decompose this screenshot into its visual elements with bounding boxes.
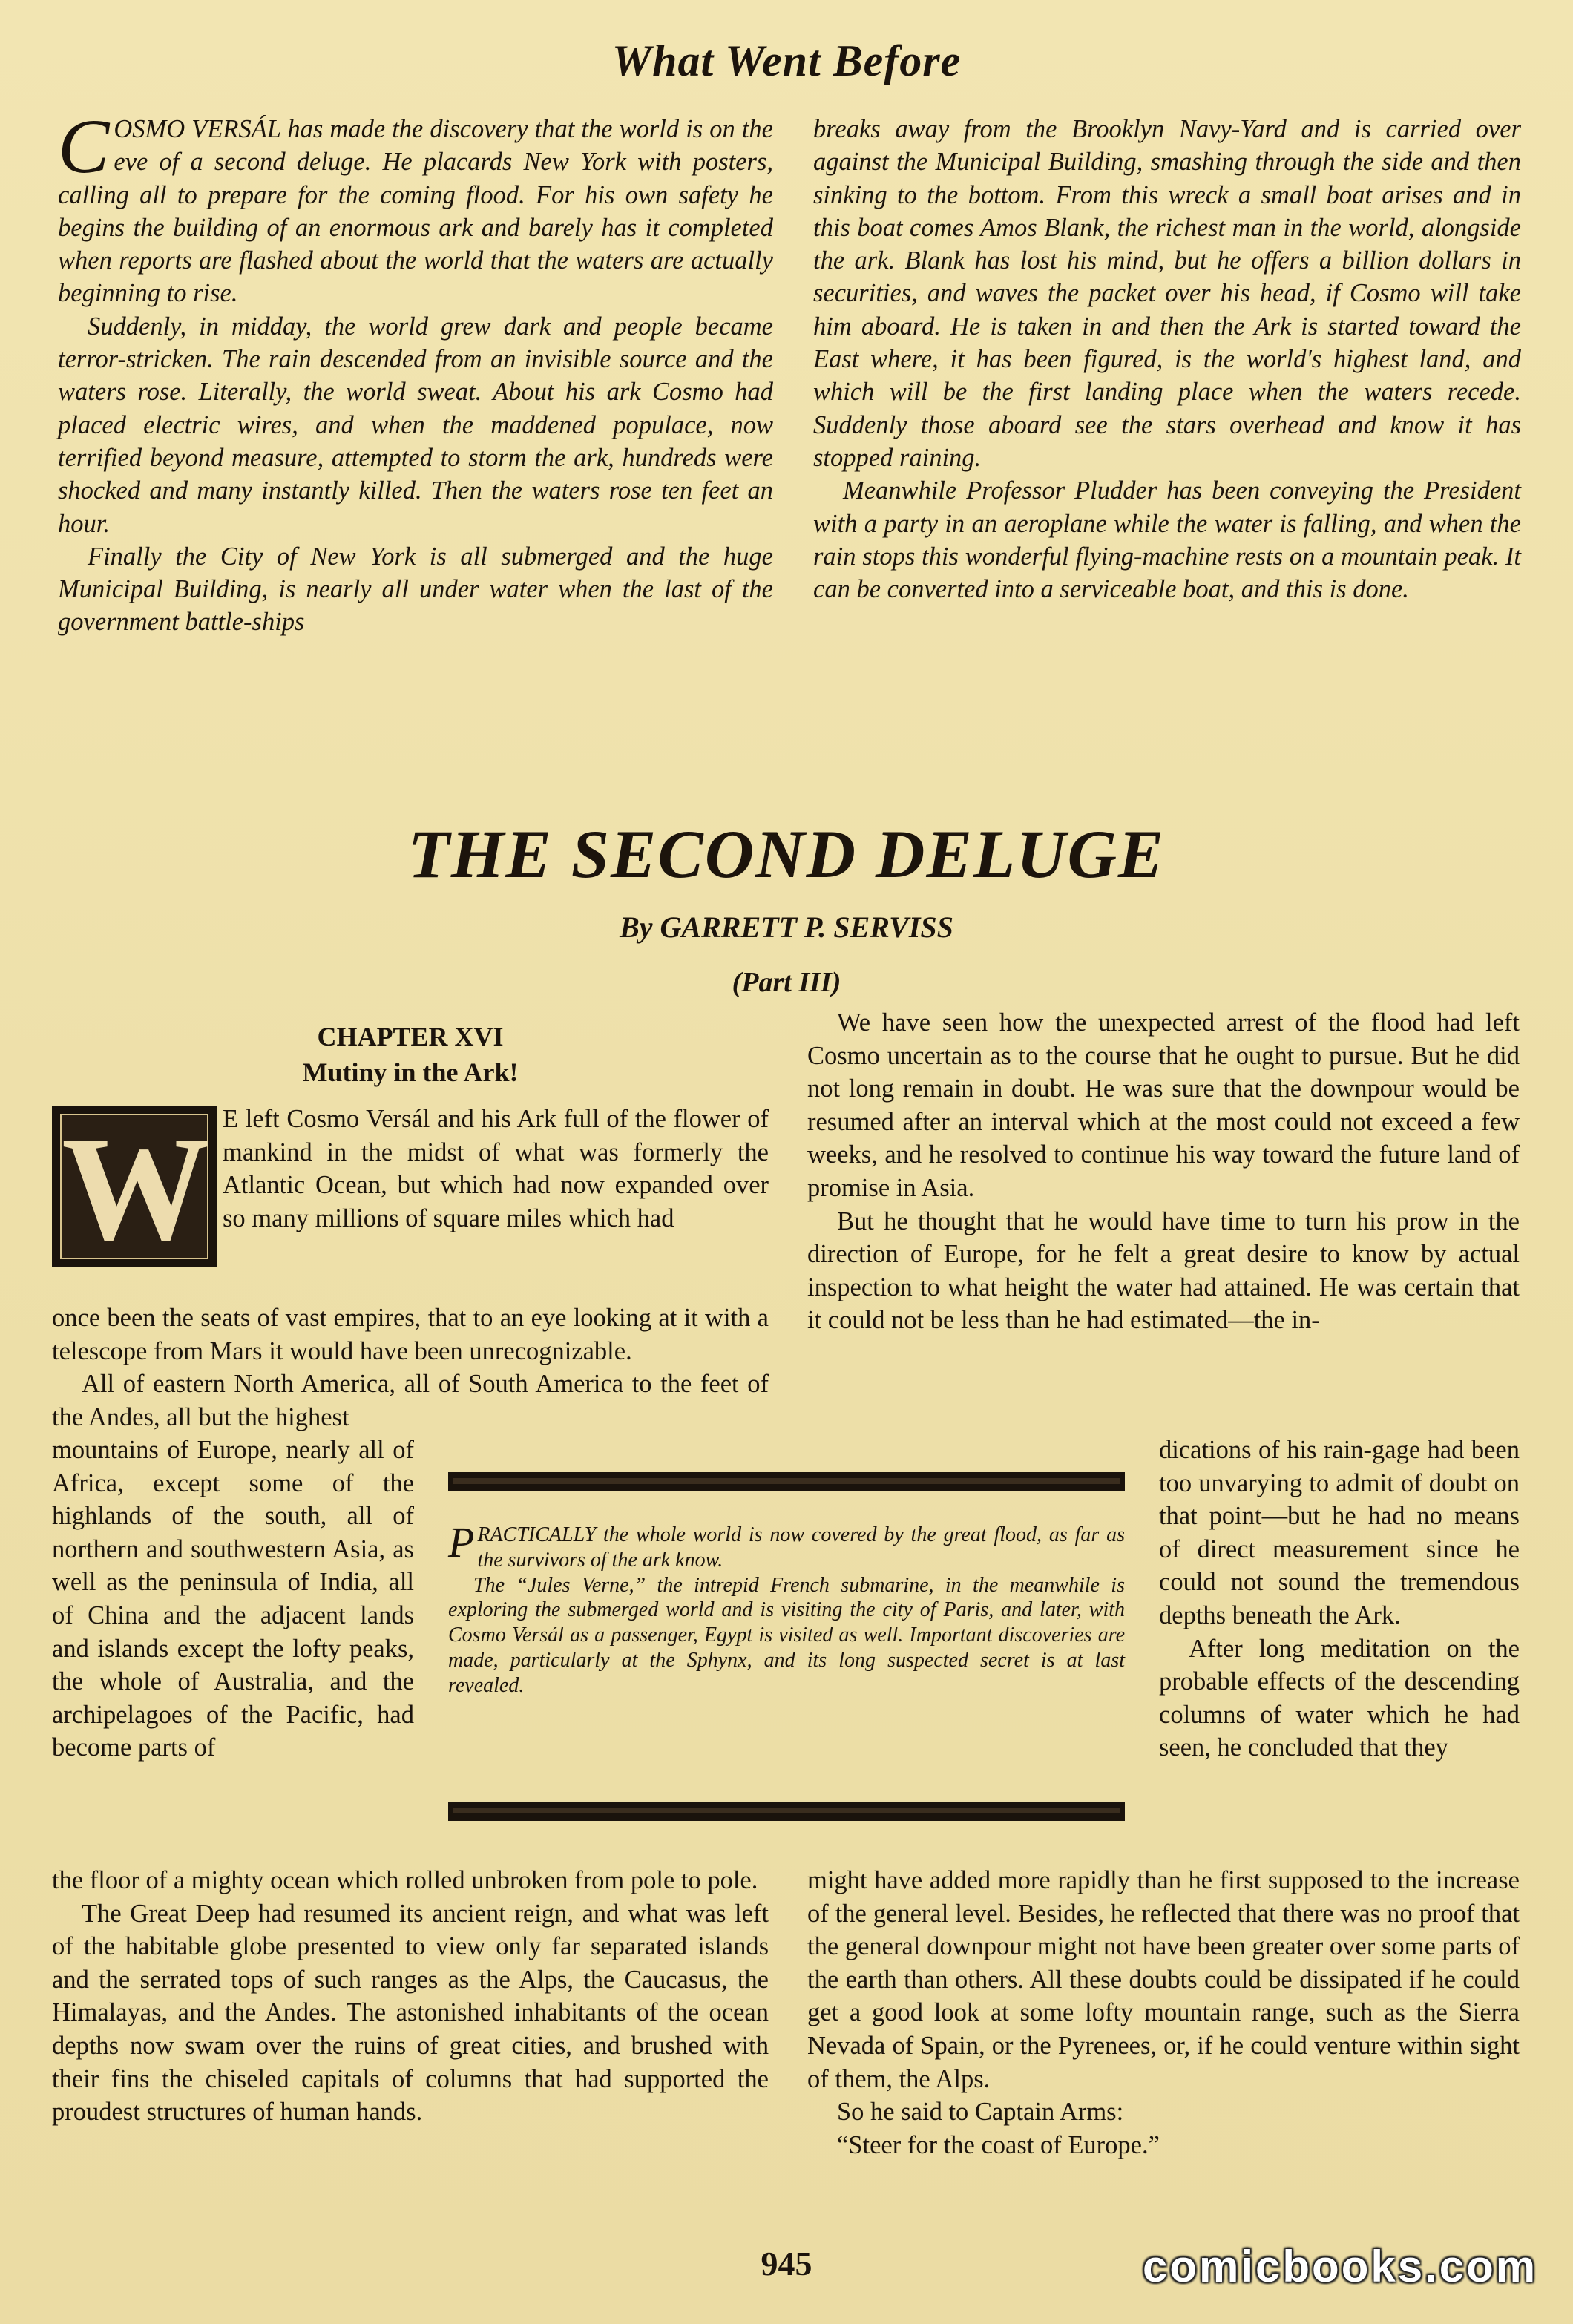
synopsis-paragraph: Finally the City of New York is all submerged and the huge Municipal Building, is nearly all under water when the last of the government battle-ships — [58, 542, 773, 637]
story-text: We have seen how the unexpected arrest of the flood had left Cosmo uncertain as to the course that he ought to pursue. But he did not long remain in doubt. He was sure that the downpour would be resumed after an interval which at the most could not exceed a few weeks, and he resolved to continue his way toward the future land of promise in Asia. — [807, 1008, 1520, 1202]
synopsis-paragraph: Suddenly, in midday, the world grew dark and people became terror-stricken. The rain descended from an invisible source and the waters rose. Literally, the world sweat. About his ark Cosmo had placed electric wires, and when the maddened populace, now terrified beyond measure, attempted to storm the ark, hundreds were shocked and many instantly killed. Then the waters rose ten feet an hour. — [58, 312, 773, 538]
story-text: dications of his rain-gage had been too unvarying to admit of doubt on that point—but he had no means of direct measurement since he could not sound the tremendous depths beneath the Ark. — [1159, 1436, 1520, 1629]
inset-paragraph: The “Jules Verne,” the intrepid French submarine, in the meanwhile is exploring the submerged world and is visiting the city of Paris, and later, with Cosmo Versál as a passenger, Egypt is visited as well. Important discoveries are made, particularly at the Sphynx, and its long suspected secret is at last revealed. — [448, 1573, 1125, 1697]
story-left-narrow — [52, 1434, 414, 1765]
story-text: the floor of a mighty ocean which rolled unbroken from pole to pole. — [52, 1866, 758, 1894]
synopsis-right-column — [813, 113, 1521, 605]
chapter-title: Mutiny in the Ark! — [302, 1057, 519, 1087]
story-text: might have added more rapidly than he first supposed to the increase of the general level. Besides, he reflected that there was no proof that the general downpour might not have been greater over some parts of the earth than others. All these doubts could be dissipated if he could get a good look at some lofty mountain range, such as the Sierra Nevada of Spain, or the Pyrenees, or, if he could venture within sight of them, the Alps. — [807, 1866, 1520, 2093]
story-right-lower — [807, 1864, 1520, 2161]
synopsis-text: OSMO VERSÁL has made the discovery that the world is on the eve of a second deluge. He placards New York with posters, calling all to prepare for the coming flood. For his own safety he begins the building of an enormous ark and barely has it completed when reports are flashed about the world that the waters are actually beginning to rise. — [58, 115, 773, 308]
box-top-rule — [448, 1472, 1125, 1491]
what-went-before-title: What Went Before — [611, 36, 962, 85]
story-text: The Great Deep had resumed its ancient reign, and what was left of the habitable globe presented to view only far separated islands and the serrated tops of such ranges as the Alps, the Caucasus, the Himalayas, and the Andes. The astonished inhabitants of the ocean depths now swam over the ruins of great cities, and brushed with their fins the chiseled capitals of columns that had supported the proudest structures of human hands. — [52, 1899, 769, 2127]
page-number: 945 — [761, 2245, 812, 2282]
synopsis-paragraph — [58, 104, 773, 310]
story-text: So he said to Captain Arms: — [837, 2098, 1124, 2127]
inset-dropcap: P — [448, 1518, 475, 1566]
story-right-upper — [807, 1006, 1520, 1337]
chapter-heading: CHAPTER XVI — [317, 1022, 504, 1051]
story-text: E left Cosmo Versál and his Ark full of the flower of mankind in the midst of what was formerly the Atlantic Ocean, but which had now expanded over so many millions of square miles which had — [223, 1105, 769, 1232]
story-right-narrow — [1159, 1434, 1520, 1765]
story-part: (Part III) — [732, 967, 841, 998]
dropcap-frame — [60, 1107, 210, 1271]
dropcap-letter: W — [62, 1107, 210, 1271]
synopsis-paragraph: Meanwhile Professor Pludder has been conveying the President with a party in an aeroplane while the water is falling, and when the rain stops this wonderful flying-machine rests on a mountain peak. It can be converted into a serviceable boat, and this is done. — [813, 476, 1521, 604]
story-text: mountains of Europe, nearly all of Africa, except some of the highlands of the south, all of northern and southwestern Asia, as well as the peninsula of India, all of China and the adjacent lands and islands except the lofty peaks, the whole of Australia, and the archipelagoes of the Pacific, had become parts of — [52, 1436, 414, 1762]
story-text: But he thought that he would have time to turn his prow in the direction of Europe, for he felt a great desire to know by actual inspection to what height the water had attained. He was certain that it could not be less than he had estimated—the in- — [807, 1207, 1520, 1335]
synopsis-paragraph: breaks away from the Brooklyn Navy-Yard and is carried over against the Municipal Building, smashing through the side and then sinking to the bottom. From this wreck a small boat arises and in this boat comes Amos Blank, the richest man in the world, alongside the ark. Blank has lost his mind, but he offers a billion dollars in securities, and waves the packet over his head, if Cosmo will take him aboard. He is taken in and then the Ark is started toward the East where, it has been figured, is the world's highest land, and which will be the first landing place when the waters recede. Suddenly those aboard see the stars overhead and know it has stopped raining. — [813, 115, 1521, 472]
ornamental-dropcap — [52, 1106, 217, 1271]
story-left-upper — [52, 1301, 769, 1434]
inset-text: RACTICALLY the whole world is now covered by the great flood, as far as the survivors of the ark know. — [477, 1523, 1125, 1572]
story-text: After long meditation on the probable effects of the descending columns of water which he had seen, he concluded that they — [1159, 1634, 1520, 1762]
story-left-lower — [52, 1864, 769, 2129]
story-text: All of eastern North America, all of South America to the feet of the Andes, all but the highest — [52, 1370, 769, 1431]
story-text: once been the seats of vast empires, that to an eye looking at it with a telescope from Mars it would have been unrecognizable. — [52, 1304, 769, 1365]
story-byline: By GARRETT P. SERVISS — [620, 910, 953, 944]
site-watermark: comicbooks.com — [1143, 2242, 1538, 2291]
inset-paragraph — [448, 1518, 1125, 1573]
synopsis-left-column — [58, 104, 773, 639]
synopsis-inset-box — [448, 1518, 1125, 1698]
story-left-beside-dropcap — [223, 1103, 769, 1235]
synopsis-dropcap: C — [58, 104, 110, 189]
box-bottom-rule — [448, 1802, 1125, 1821]
story-title: THE SECOND DELUGE — [407, 816, 1166, 892]
story-text: “Steer for the coast of Europe.” — [837, 2130, 1160, 2159]
